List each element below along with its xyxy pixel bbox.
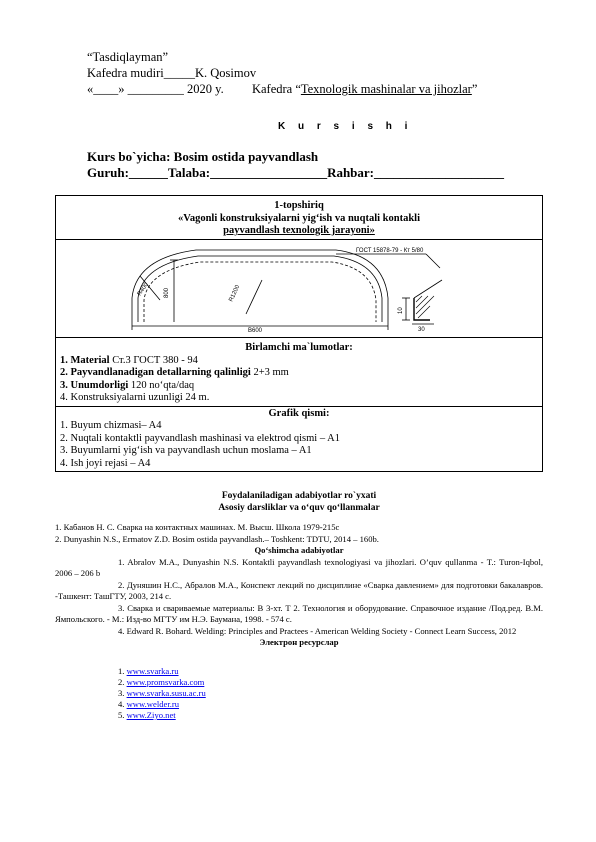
head-name: K. Qosimov bbox=[194, 66, 257, 80]
graphic-header: Grafik qismi: bbox=[268, 407, 330, 419]
main-literature-title: Asosiy darsliklar va o‘quv qo‘llanmalar bbox=[218, 503, 380, 513]
web-link-3[interactable]: www.svarka.susu.ac.ru bbox=[126, 688, 206, 698]
dim-radius: R400 bbox=[136, 281, 150, 298]
initial-item-4: 4. Konstruksiyalarni uzunligi 24 m. bbox=[60, 392, 210, 403]
literature-header bbox=[55, 490, 543, 514]
web-link-1[interactable]: www.svarka.ru bbox=[126, 666, 179, 676]
extra-ref-3: 3. Сварка и свариваемые материалы: В 3-хт. Т 2. Технология и оборудование. Справочное издание /Под.ред. В.М. Ямпольского. - М.: Изд-во МГТУ им Н.Э. Баумана, 1998. - 574 с. bbox=[55, 602, 543, 624]
dept-name: Texnologik mashinalar va jihozlar bbox=[300, 82, 472, 96]
dim-10: 10 bbox=[398, 307, 404, 314]
group-line bbox=[87, 165, 504, 181]
graphic-item-4: 4. Ish joyi rejasi – A4 bbox=[60, 457, 151, 469]
web-item-4: 4. www.welder.ru bbox=[118, 699, 180, 709]
initial-item-2: 2. Payvandlanadigan detallarning qalinligi 2+3 mm bbox=[60, 367, 289, 378]
task-title-cell bbox=[56, 196, 543, 240]
dept-prefix: Kafedra “ bbox=[251, 82, 301, 96]
course-line: Kurs bo`yicha: Bosim ostida payvandlash bbox=[87, 149, 319, 164]
web-link-4[interactable]: www.welder.ru bbox=[126, 699, 180, 709]
rahbar-blank: ____________________ bbox=[374, 165, 505, 180]
guruh-label: Guruh: bbox=[87, 165, 129, 180]
extra-ref-4: 4. Edward R. Bohard. Welding: Principles and Practees - American Welding Society - Connect Learn Success, 2012 bbox=[118, 625, 517, 636]
main-ref-2: 2. Dunyashin N.S., Ermatov Z.D. Bosim ostida payvandlash.– Toshkent: TDTU, 2014 – 160b. bbox=[55, 533, 379, 544]
main-ref-1: 1. Кабанов Н. С. Сварка на контактных машинах. М. Высш. Школа 1979-215с bbox=[55, 522, 340, 532]
dim-30: 30 bbox=[418, 327, 425, 333]
date-text: «____» _________ 2020 y. bbox=[87, 82, 224, 96]
extra-ref-2: 2. Дуняшин Н.С., Абралов М.А., Конспект лекций по дисциплине «Сварка давлением» для подготовки бакалавров. -Ташкент: ТашГТУ, 2003, 214 с. bbox=[55, 579, 543, 601]
rahbar-label: Rahbar: bbox=[327, 165, 375, 180]
kurs-ishi-title: K u r s i s h i bbox=[278, 121, 413, 132]
gost-label: ГОСТ 15878-79 - Кт 5/80 bbox=[356, 248, 424, 254]
hidden-profile bbox=[144, 262, 376, 322]
head-blank: _____ bbox=[163, 66, 195, 80]
task-title-line-1: «Vagonli konstruksiyalarni yig‘ish va nuqtali kontakli bbox=[177, 212, 421, 224]
task-title-line-2: payvandlash texnologik jarayoni» bbox=[223, 225, 375, 236]
initial-item-1: 1. Material Ст.3 ГОСТ 380 - 94 bbox=[60, 354, 198, 366]
dim-height: 800 bbox=[164, 287, 170, 298]
talaba-blank: __________________ bbox=[210, 165, 328, 180]
dim-r-inner: R1200 bbox=[228, 284, 242, 303]
graphic-item-1: 1. Buyum chizmasi– A4 bbox=[60, 420, 162, 431]
task-table bbox=[55, 195, 543, 472]
talaba-label: Talaba: bbox=[167, 165, 211, 180]
graphic-part-cell bbox=[56, 406, 543, 472]
initial-data-header: Birlamchi ma`lumotlar: bbox=[245, 342, 353, 353]
approval-label: “Tasdiqlayman” bbox=[87, 50, 169, 64]
web-item-3: 3. www.svarka.susu.ac.ru bbox=[118, 688, 206, 698]
literature-title: Foydalaniladigan adabiyotlar ro`yxati bbox=[221, 491, 377, 501]
initial-data-cell bbox=[56, 338, 543, 407]
part-drawing bbox=[56, 240, 542, 334]
extra-ref-1: 1. Abralov M.A., Dunyashin N.S. Kontaktli payvandlash texnologiyasi va jihozlari. O’quv qullanma - T.: Turon-Iqbol, 2006 – 206 b bbox=[55, 556, 543, 578]
graphic-item-2: 2. Nuqtali kontaktli payvandlash mashinasi va elektrod qismi – A1 bbox=[60, 432, 340, 444]
guruh-blank: ______ bbox=[128, 165, 168, 180]
web-item-5: 5. www.Ziyo.net bbox=[118, 710, 176, 720]
task-number: 1-topshiriq bbox=[274, 200, 324, 211]
graphic-item-3: 3. Buyumlarni yig‘ish va payvandlash uchun moslama – A1 bbox=[60, 445, 312, 456]
extra-literature-title: Qo‘shimcha adabiyotlar bbox=[254, 545, 344, 555]
drawing-cell bbox=[56, 240, 543, 338]
web-link-5[interactable]: www.Ziyo.net bbox=[126, 710, 176, 720]
initial-item-3: 3. Unumdorligi 120 no‘qta/daq bbox=[60, 379, 195, 391]
web-link-2[interactable]: www.promsvarka.com bbox=[126, 677, 205, 687]
outer-profile bbox=[132, 250, 388, 322]
web-resources-title: Электрон ресурслар bbox=[259, 637, 339, 647]
main-literature-list bbox=[55, 522, 543, 649]
dept-suffix: ” bbox=[471, 82, 478, 96]
web-resources-list bbox=[118, 666, 206, 721]
web-item-1: 1. www.svarka.ru bbox=[118, 666, 179, 676]
date-line bbox=[87, 81, 477, 97]
inner-profile bbox=[138, 256, 382, 322]
head-prefix: Kafedra mudiri bbox=[87, 66, 164, 80]
web-item-2: 2. www.promsvarka.com bbox=[118, 677, 205, 687]
head-of-department-line bbox=[87, 65, 256, 81]
dim-width: B600 bbox=[248, 328, 263, 334]
